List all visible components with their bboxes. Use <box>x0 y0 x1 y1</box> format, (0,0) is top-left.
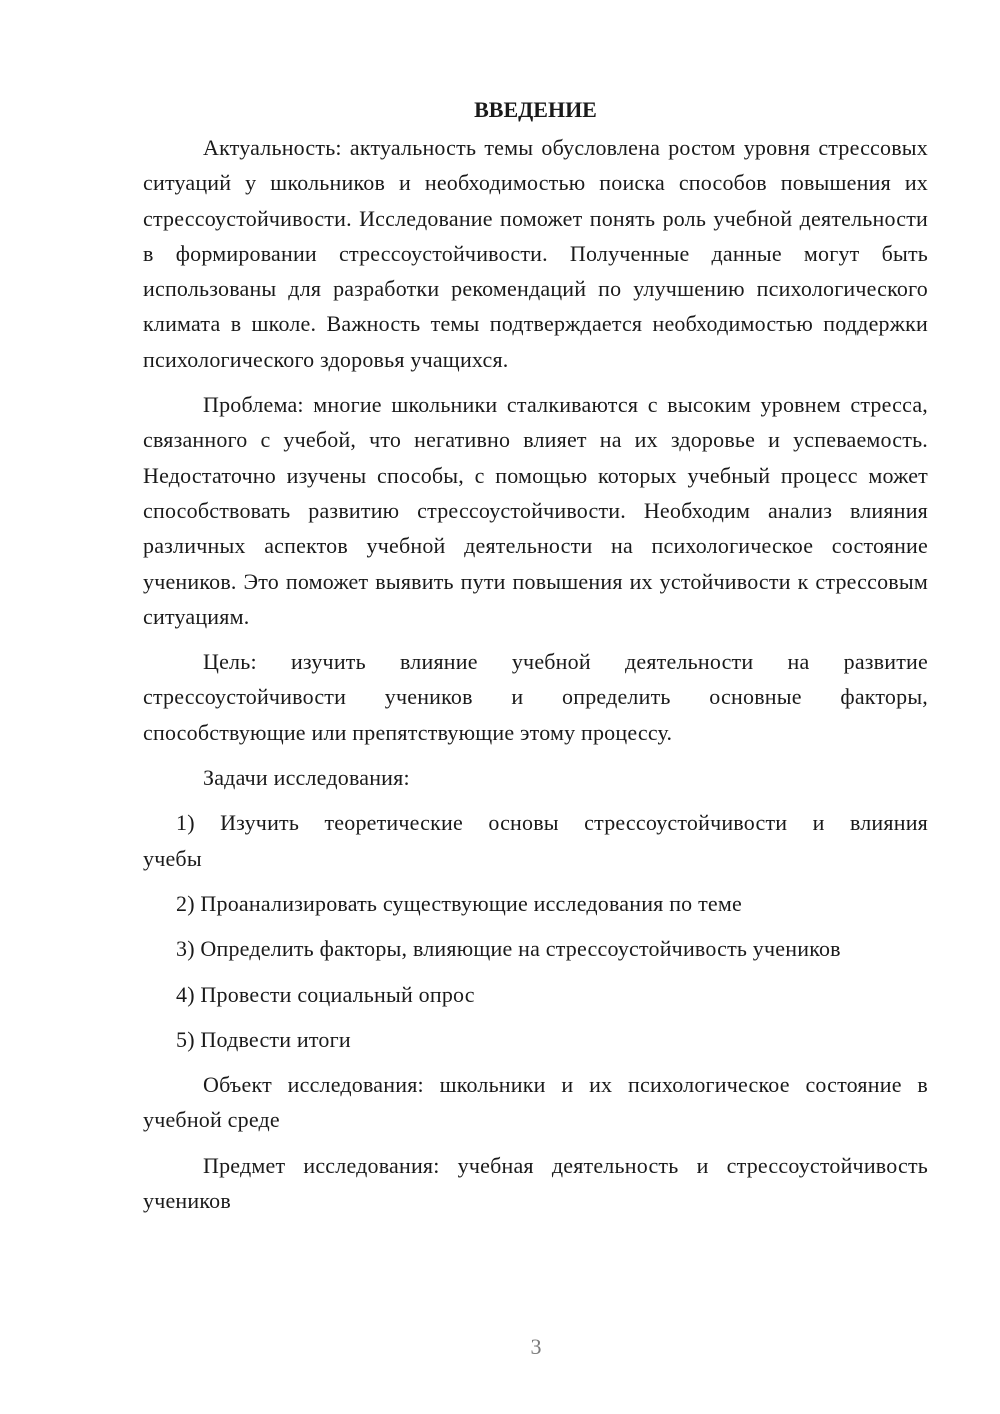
tasks-list <box>143 805 928 1057</box>
section-title: ВВЕДЕНИЕ <box>474 97 597 122</box>
tasks-heading: Задачи исследования: <box>203 765 410 791</box>
subject-paragraph: Предмет исследования: учебная деятельность и стрессоустойчивость учеников <box>143 1152 928 1214</box>
relevance-paragraph: Актуальность: актуальность темы обусловлена ростом уровня стрессовых ситуаций у школьников и необходимостью поиска способов повышения их стрессоустойчивости. Исследование поможет понять роль учебной деятельности в формировании стрессоустойчивости. Полученные данные могут быть использованы для разработки рекомендаций по улучшению психологического климата в школе. Важность темы подтверждается необходимостью поддержки психологического здоровья учащихся. <box>143 135 928 372</box>
task-item-2: 2) Проанализировать существующие исследования по теме <box>176 890 742 916</box>
page-number: 3 <box>530 1334 542 1359</box>
task-item-1: 1) Изучить теоретические основы стрессоустойчивости и влияния учебы <box>143 810 928 871</box>
task-item-4: 4) Провести социальный опрос <box>176 981 475 1007</box>
task-item-3: 3) Определить факторы, влияющие на стрессоустойчивость учеников <box>176 936 841 962</box>
document-page <box>143 92 928 1228</box>
task-item-5: 5) Подвести итоги <box>176 1026 351 1052</box>
goal-paragraph: Цель: изучить влияние учебной деятельности на развитие стрессоустойчивости учеников и определить основные факторы, способствующие или препятствующие этому процессу. <box>143 649 928 745</box>
problem-paragraph: Проблема: многие школьники сталкиваются с высоким уровнем стресса, связанного с учебой, что негативно влияет на их здоровье и успеваемость. Недостаточно изучены способы, с помощью которых учебный процесс может способствовать развитию стрессоустойчивости. Необходим анализ влияния различных аспектов учебной деятельности на психологическое состояние учеников. Это поможет выявить пути повышения их устойчивости к стрессовым ситуациям. <box>143 392 928 629</box>
object-paragraph: Объект исследования: школьники и их психологическое состояние в учебной среде <box>143 1072 928 1133</box>
